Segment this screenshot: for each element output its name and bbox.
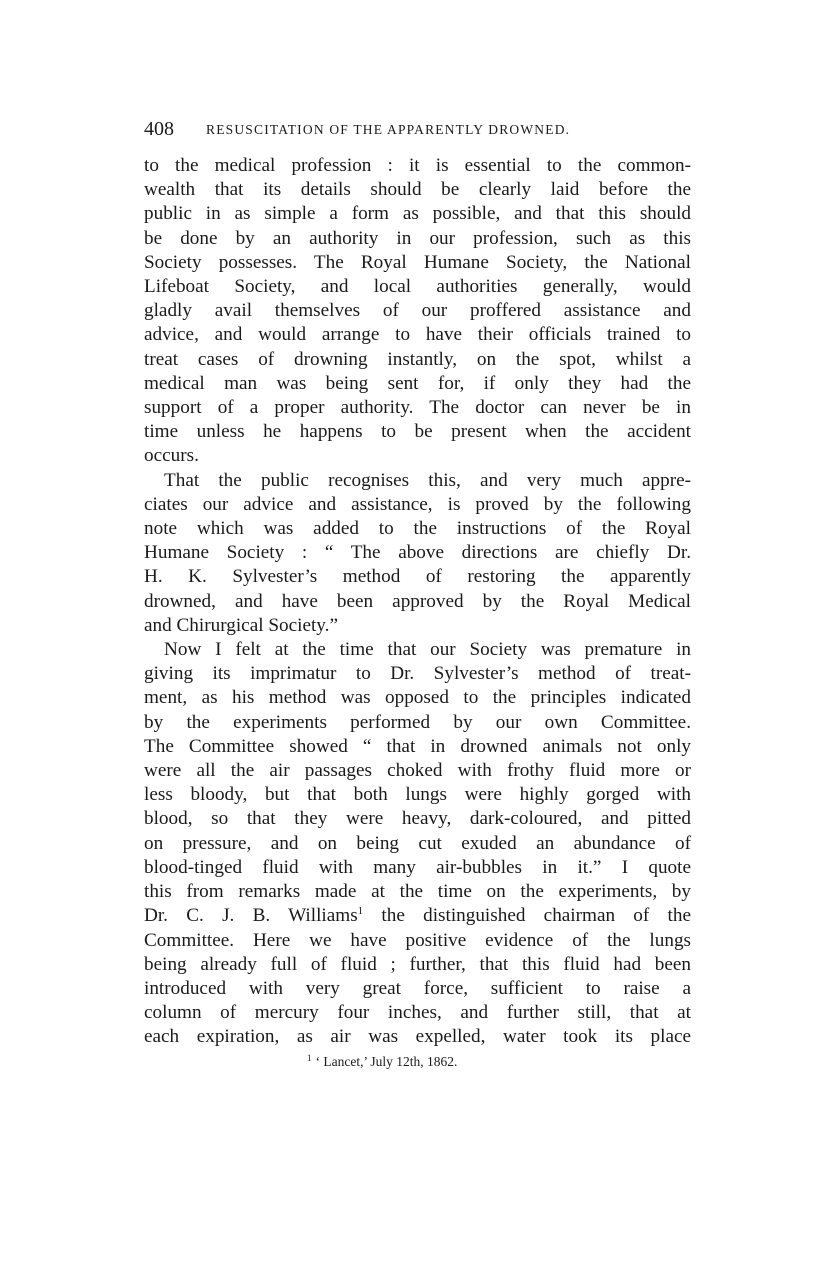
text-line: That the public recognises this, and very much appre-	[164, 469, 691, 491]
text-line: to the medical profession : it is essential to the common-	[144, 155, 691, 176]
text-line: note which was added to the instructions of the Royal	[144, 518, 691, 540]
text-line: gladly avail themselves of our proffered assistance and	[144, 300, 691, 322]
footnote	[144, 1053, 691, 1071]
footnote-text: ‘ Lancet,’ July 12th, 1862.	[315, 1053, 458, 1069]
footnote-marker: 1	[307, 1052, 312, 1063]
text-line: on pressure, and on being cut exuded an abundance of	[144, 832, 691, 854]
reference-name: Dr. C. J. B. Williams	[144, 905, 358, 927]
text-line: blood, so that they were heavy, dark-coloured, and pitted	[144, 808, 691, 830]
text-line: Lifeboat Society, and local authorities generally, would	[144, 276, 691, 298]
text-line: treat cases of drowning instantly, on the spot, whilst a	[144, 348, 691, 370]
text-line: column of mercury four inches, and further still, that at	[144, 1002, 691, 1024]
text-line: less bloody, but that both lungs were highly gorged with	[144, 784, 691, 806]
text-line: support of a proper authority. The doctor can never be in	[144, 397, 691, 419]
text-line: Committee. Here we have positive evidence of the lungs	[144, 929, 691, 951]
paragraph-committee-experiments	[144, 638, 691, 1049]
text-line: giving its imprimatur to Dr. Sylvester’s method of treat-	[144, 663, 691, 685]
text-line: Society possesses. The Royal Humane Society, the National	[144, 251, 691, 273]
running-title: RESUSCITATION OF THE APPARENTLY DROWNED.	[206, 122, 571, 137]
text-line: The Committee showed “ that in drowned animals not only	[144, 735, 691, 757]
text-line: be done by an authority in our profession, such as this	[144, 227, 691, 249]
text-line: were all the air passages choked with frothy fluid more or	[144, 760, 691, 782]
text-line: H. K. Sylvester’s method of restoring the apparently	[144, 566, 691, 588]
text-line: medical man was being sent for, if only they had the	[144, 372, 691, 394]
text-line-with-footnote-ref	[144, 904, 691, 928]
text-line: time unless he happens to be present when the accident	[144, 421, 691, 443]
text-line: this from remarks made at the time on the experiments, by	[144, 881, 691, 903]
text-line: occurs.	[144, 445, 199, 467]
text-line: ciates our advice and assistance, is proved by the following	[144, 493, 691, 515]
text-line: introduced with very great force, sufficient to raise a	[144, 977, 691, 999]
text-line: Humane Society : “ The above directions are chiefly Dr.	[144, 542, 691, 564]
reference-continuation: the distinguished chairman of the	[363, 905, 691, 927]
text-line: wealth that its details should be clearly laid before the	[144, 179, 691, 201]
text-line: drowned, and have been approved by the Royal Medical	[144, 590, 691, 612]
text-line: blood-tinged fluid with many air-bubbles in it.” I quote	[144, 856, 691, 878]
text-line: public in as simple a form as possible, and that this should	[144, 203, 691, 225]
text-line: advice, and would arrange to have their officials trained to	[144, 324, 691, 346]
text-line: by the experiments performed by our own Committee.	[144, 711, 691, 733]
text-line: being already full of fluid ; further, that this fluid had been	[144, 953, 691, 975]
body-text	[144, 154, 691, 1050]
footnote-reference-marker: 1	[357, 905, 364, 918]
text-line: each expiration, as air was expelled, water took its place	[144, 1026, 691, 1048]
paragraph-public-recognition	[144, 469, 691, 638]
book-page	[144, 116, 691, 1071]
running-head	[144, 116, 691, 142]
text-line: ment, as his method was opposed to the principles indicated	[144, 687, 691, 709]
page-number: 408	[144, 118, 174, 140]
text-line: and Chirurgical Society.”	[144, 614, 338, 636]
paragraph-continuation	[144, 154, 691, 469]
text-line: Now I felt at the time that our Society was premature in	[164, 639, 691, 661]
